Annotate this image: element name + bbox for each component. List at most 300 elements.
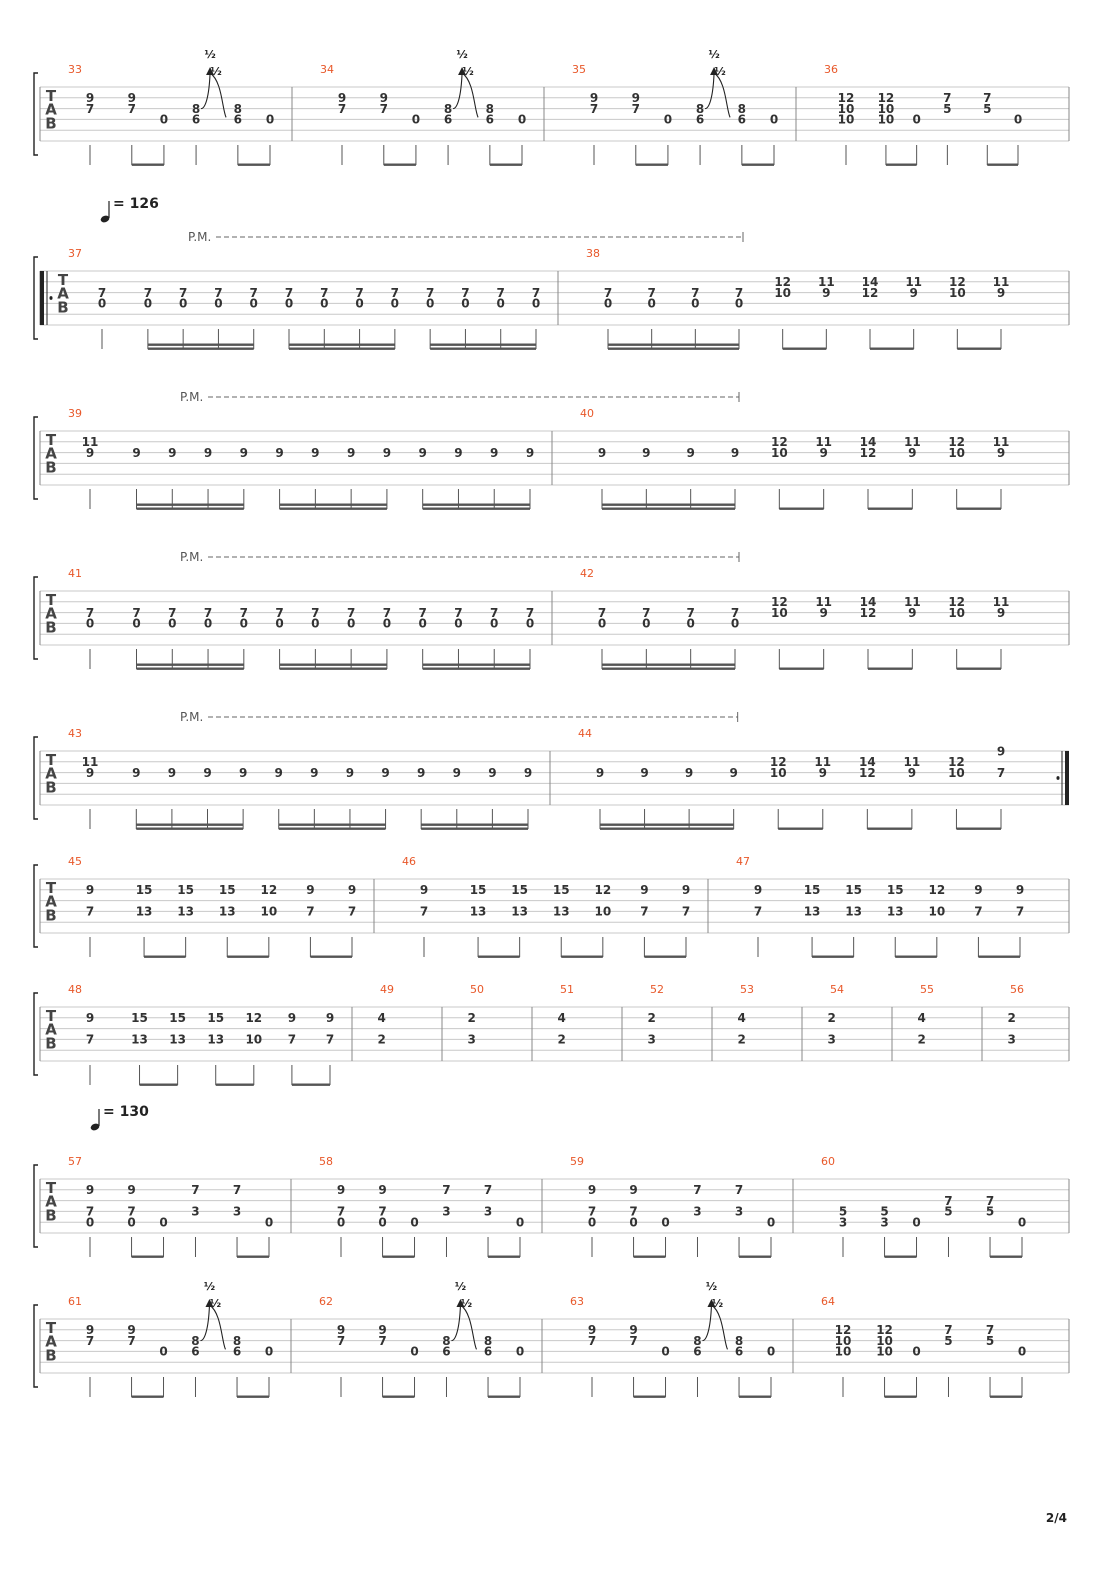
fret-number: 7 [425, 285, 435, 300]
fret-number: 9 [996, 605, 1006, 620]
fret-number: 9 [1015, 883, 1025, 898]
beam-secondary [602, 504, 735, 506]
fret-number: 0 [410, 1215, 419, 1230]
beam-secondary [421, 824, 528, 826]
fret-number: 7 [178, 285, 188, 300]
fret-number: 0 [355, 296, 364, 311]
fret-number: 8 [734, 1333, 744, 1348]
fret-number: 5 [985, 1204, 995, 1219]
fret-number: 9 [418, 445, 427, 460]
bar-number: 56 [1010, 983, 1024, 996]
fret-number: 2 [467, 1011, 476, 1026]
fret-number: 7 [629, 1333, 638, 1348]
fret-number: 9 [909, 285, 918, 300]
fret-number: 0 [390, 296, 400, 311]
beam [216, 1084, 254, 1086]
fret-number: 13 [803, 904, 821, 919]
tempo-marking: = 130 [103, 1104, 149, 1120]
staff-system [34, 1104, 1069, 1258]
fret-number: 12 [770, 595, 788, 610]
tab-clef-letter: A [45, 1192, 57, 1211]
measure [68, 247, 540, 350]
bar-number: 50 [470, 983, 484, 996]
fret-number: 12 [245, 1011, 263, 1026]
fret-number: 14 [859, 595, 877, 610]
measure [468, 983, 484, 1047]
beam [132, 1396, 164, 1398]
bar-number: 52 [650, 983, 664, 996]
fret-number: 12 [837, 91, 855, 106]
fret-number: 9 [908, 445, 917, 460]
fret-number: 15 [803, 883, 821, 898]
fret-number: 9 [640, 883, 649, 898]
fret-number: 7 [587, 1333, 597, 1348]
fret-number: 15 [469, 883, 487, 898]
fret-number: 7 [85, 1204, 95, 1219]
tab-clef-letter: A [57, 284, 69, 303]
tab-clef-letter: A [45, 604, 57, 623]
fret-number: 9 [203, 765, 212, 780]
beam [895, 956, 937, 958]
staff-system [34, 550, 1069, 670]
fret-number: 9 [378, 1183, 387, 1198]
beam-secondary [280, 664, 387, 666]
fret-number: 0 [461, 296, 470, 311]
fret-number: 12 [948, 755, 965, 770]
fret-number: 11 [815, 435, 833, 450]
fret-number: 11 [992, 435, 1010, 450]
system-bracket [34, 417, 38, 499]
fret-number: 0 [159, 112, 169, 127]
fret-number: 12 [948, 435, 966, 450]
fret-number: 0 [597, 616, 607, 631]
fret-number: 6 [485, 112, 495, 127]
fret-number: 7 [346, 605, 356, 620]
fret-number: 2 [917, 1032, 926, 1047]
beam [144, 956, 186, 958]
fret-number: 10 [876, 1333, 893, 1348]
fret-number: 3 [483, 1204, 493, 1219]
fret-number: 13 [218, 904, 236, 919]
fret-number: 4 [557, 1011, 566, 1026]
bar-number: 41 [68, 567, 82, 580]
tab-clef-letter: T [45, 878, 57, 897]
fret-number: 2 [557, 1032, 566, 1047]
bar-number: 45 [68, 855, 82, 868]
measure [68, 407, 534, 510]
fret-number: 7 [325, 1032, 335, 1047]
fret-number: 10 [260, 904, 278, 919]
fret-number: 9 [132, 445, 141, 460]
fret-number: 9 [85, 1183, 95, 1198]
fret-number: 0 [382, 616, 392, 631]
fret-number: 8 [485, 101, 495, 116]
fret-number: 0 [661, 1215, 670, 1230]
fret-number: 6 [191, 112, 201, 127]
measure [570, 1280, 775, 1398]
bar-number: 64 [821, 1295, 835, 1308]
fret-number: 12 [877, 91, 895, 106]
bend-curve [705, 73, 714, 109]
fret-number: 0 [85, 1215, 95, 1230]
fret-number: 7 [681, 904, 691, 919]
tab-clef-letter: A [45, 1020, 57, 1039]
bar-number: 60 [821, 1155, 835, 1168]
beam-secondary [602, 664, 735, 666]
fret-number: 15 [552, 883, 570, 898]
beam [132, 1256, 164, 1258]
fret-number: 0 [734, 296, 744, 311]
fret-number: 10 [245, 1032, 263, 1047]
measure [402, 855, 690, 958]
fret-number: 0 [603, 296, 613, 311]
fret-number: 9 [974, 883, 983, 898]
bar-number: 43 [68, 727, 82, 740]
fret-number: 15 [886, 883, 904, 898]
tab-clef-letter: B [45, 1346, 57, 1365]
beam [421, 828, 528, 830]
fret-number: 9 [490, 445, 499, 460]
fret-number: 3 [827, 1032, 836, 1047]
fret-number: 4 [737, 1011, 746, 1026]
fret-number: 9 [996, 445, 1006, 460]
fret-number: 0 [663, 112, 673, 127]
beam [636, 164, 668, 166]
fret-number: 12 [948, 595, 966, 610]
beam [990, 1256, 1022, 1258]
beam [383, 1396, 415, 1398]
fret-number: 7 [306, 904, 315, 919]
fret-number: 7 [168, 605, 177, 620]
fret-number: 12 [774, 275, 792, 290]
fret-number: 3 [838, 1215, 848, 1230]
tab-clef-letter: B [57, 298, 69, 317]
fret-number: 7 [191, 1183, 200, 1198]
fret-number: 9 [347, 883, 357, 898]
staff-system [34, 710, 1069, 830]
bend-curve [201, 73, 210, 109]
fret-number: 13 [469, 904, 487, 919]
fret-number: 0 [264, 1215, 274, 1230]
fret-number: 9 [587, 1323, 597, 1338]
staff-system [34, 196, 1069, 350]
fret-number: 7 [943, 91, 952, 106]
tab-clef-letter: T [45, 750, 57, 769]
fret-number: 5 [943, 101, 952, 116]
fret-number: 0 [410, 1344, 419, 1359]
fret-number: 7 [589, 101, 599, 116]
beam [978, 956, 1020, 958]
beam [608, 348, 739, 350]
beam [310, 956, 352, 958]
bar-number: 36 [824, 63, 838, 76]
fret-number: 8 [232, 1333, 242, 1348]
beam-secondary [600, 824, 734, 826]
fret-number: 0 [411, 112, 421, 127]
fret-number: 11 [81, 435, 99, 450]
fret-number: 0 [418, 616, 427, 631]
system-bracket [34, 73, 38, 155]
fret-number: 0 [264, 1344, 274, 1359]
measure [648, 983, 664, 1047]
fret-number: 9 [311, 445, 320, 460]
fret-number: 11 [905, 275, 923, 290]
fret-number: 7 [693, 1183, 702, 1198]
fret-number: 8 [443, 101, 453, 116]
fret-number: 7 [239, 605, 249, 620]
fret-number: 7 [378, 1204, 387, 1219]
fret-number: 7 [490, 605, 499, 620]
tab-clef-letter: B [45, 458, 57, 477]
bend-release-amount: ½ [209, 1297, 222, 1310]
fret-number: 11 [903, 755, 921, 770]
fret-number: 7 [347, 904, 357, 919]
fret-number: 0 [178, 296, 188, 311]
fret-number: 8 [737, 101, 747, 116]
bar-number: 48 [68, 983, 82, 996]
fret-number: 7 [531, 285, 541, 300]
fret-number: 7 [686, 605, 695, 620]
measure [320, 48, 526, 166]
fret-number: 6 [443, 112, 453, 127]
fret-number: 7 [336, 1333, 346, 1348]
fret-number: 10 [594, 904, 612, 919]
fret-number: 0 [265, 112, 275, 127]
fret-number: 7 [730, 605, 740, 620]
bar-number: 61 [68, 1295, 82, 1308]
fret-number: 0 [239, 616, 249, 631]
beam [812, 956, 854, 958]
beam [602, 668, 735, 670]
fret-number: 12 [858, 765, 876, 780]
tab-clef-letter: A [45, 892, 57, 911]
fret-number: 9 [336, 1183, 346, 1198]
bar-number: 42 [580, 567, 594, 580]
fret-number: 7 [442, 1183, 451, 1198]
fret-number: 6 [737, 112, 747, 127]
tab-clef-letter: A [45, 764, 57, 783]
measure [580, 567, 1009, 670]
fret-number: 9 [730, 445, 740, 460]
fret-number: 7 [734, 285, 744, 300]
beam-secondary [608, 344, 739, 346]
fret-number: 7 [232, 1183, 242, 1198]
beam [227, 956, 269, 958]
fret-number: 7 [631, 101, 640, 116]
fret-number: 9 [996, 285, 1006, 300]
fret-number: 9 [85, 765, 95, 780]
fret-number: 9 [419, 883, 429, 898]
palm-mute-label: P.M. [188, 230, 212, 244]
palm-mute-label: P.M. [180, 710, 204, 724]
fret-number: 13 [207, 1032, 225, 1047]
fret-number: 5 [944, 1333, 953, 1348]
system-bracket [34, 1165, 38, 1247]
fret-number: 10 [948, 605, 966, 620]
beam [280, 668, 387, 670]
measure [821, 1155, 1026, 1258]
fret-number: 4 [917, 1011, 926, 1026]
fret-number: 0 [127, 1215, 136, 1230]
fret-number: 0 [515, 1344, 525, 1359]
beam [957, 668, 1001, 670]
fret-number: 3 [191, 1204, 200, 1219]
fret-number: 9 [310, 765, 319, 780]
tab-clef-letter: T [45, 430, 57, 449]
fret-number: 3 [232, 1204, 242, 1219]
fret-number: 7 [275, 605, 284, 620]
repeat-end-thick-bar [1065, 751, 1069, 805]
measure [824, 63, 1022, 166]
fret-number: 6 [693, 1344, 702, 1359]
fret-number: 12 [260, 883, 278, 898]
fret-number: 9 [642, 445, 651, 460]
fret-number: 9 [203, 445, 213, 460]
fret-number: 6 [695, 112, 705, 127]
measure [319, 1280, 524, 1398]
fret-number: 9 [345, 765, 355, 780]
fret-number: 7 [127, 1333, 136, 1348]
fret-number: 0 [912, 1344, 921, 1359]
fret-number: 9 [275, 445, 284, 460]
fret-number: 9 [525, 445, 535, 460]
fret-number: 15 [218, 883, 236, 898]
fret-number: 9 [85, 91, 95, 106]
bar-number: 44 [578, 727, 592, 740]
beam-secondary [137, 664, 244, 666]
fret-number: 7 [983, 91, 992, 106]
bend-curve [453, 73, 462, 109]
bar-number: 37 [68, 247, 82, 260]
fret-number: 3 [1007, 1032, 1016, 1047]
fret-number: 0 [490, 616, 499, 631]
fret-number: 0 [97, 296, 107, 311]
fret-number: 0 [496, 296, 505, 311]
beam [885, 1256, 917, 1258]
fret-number: 15 [511, 883, 529, 898]
fret-number: 0 [629, 1215, 638, 1230]
fret-number: 9 [454, 445, 463, 460]
fret-number: 3 [734, 1204, 744, 1219]
bar-number: 63 [570, 1295, 584, 1308]
fret-number: 7 [597, 605, 607, 620]
measure [580, 407, 1009, 510]
fret-number: 10 [769, 765, 787, 780]
bar-number: 54 [830, 983, 844, 996]
fret-number: 3 [442, 1204, 451, 1219]
fret-number: 6 [233, 112, 243, 127]
measure [68, 727, 532, 830]
fret-number: 9 [85, 445, 95, 460]
fret-number: 9 [640, 765, 649, 780]
fret-number: 9 [379, 91, 388, 106]
beam-secondary [280, 504, 387, 506]
fret-number: 9 [337, 91, 347, 106]
beam [237, 1396, 269, 1398]
fret-number: 0 [203, 616, 213, 631]
fret-number: 10 [770, 605, 788, 620]
beam [488, 1396, 520, 1398]
fret-number: 8 [191, 101, 201, 116]
fret-number: 9 [287, 1011, 297, 1026]
fret-number: 0 [515, 1215, 525, 1230]
fret-number: 7 [629, 1204, 638, 1219]
measure [1008, 983, 1024, 1047]
fret-number: 13 [886, 904, 904, 919]
beam [644, 956, 686, 958]
fret-number: 7 [985, 1323, 995, 1338]
bar-number: 35 [572, 63, 586, 76]
bar-number: 58 [319, 1155, 333, 1168]
bend-curve [702, 1305, 711, 1341]
beam [885, 1396, 917, 1398]
fret-number: 3 [880, 1215, 889, 1230]
beam [137, 508, 244, 510]
fret-number: 0 [168, 616, 177, 631]
fret-number: 9 [681, 883, 691, 898]
fret-number: 12 [876, 1323, 893, 1338]
measure [378, 983, 394, 1047]
bend-release-curve [210, 73, 226, 117]
bar-number: 51 [560, 983, 574, 996]
fret-number: 7 [85, 1333, 95, 1348]
tab-clef-letter: B [45, 114, 57, 133]
measure [570, 1155, 775, 1258]
beam-secondary [423, 504, 530, 506]
repeat-start-thick-bar [40, 271, 44, 325]
repeat-dot [1057, 777, 1060, 780]
fret-number: 12 [861, 285, 879, 300]
tab-clef-letter: T [45, 86, 57, 105]
fret-number: 7 [379, 101, 388, 116]
fret-number: 7 [132, 605, 141, 620]
beam [742, 164, 774, 166]
fret-number: 11 [814, 755, 832, 770]
fret-number: 0 [454, 616, 463, 631]
bend-amount: ½ [708, 48, 720, 61]
fret-number: 9 [595, 765, 605, 780]
fret-number: 9 [819, 605, 828, 620]
measure [68, 855, 356, 958]
fret-number: 9 [382, 445, 392, 460]
tab-clef-letter: T [45, 1318, 57, 1337]
beam [136, 828, 243, 830]
beam [237, 1256, 269, 1258]
fret-number: 2 [377, 1032, 386, 1047]
fret-number: 0 [766, 1215, 776, 1230]
fret-number: 7 [336, 1204, 346, 1219]
measure [68, 1280, 273, 1398]
fret-number: 12 [928, 883, 946, 898]
fret-number: 5 [983, 101, 992, 116]
tab-clef-letter: T [45, 590, 57, 609]
fret-number: 6 [483, 1344, 493, 1359]
fret-number: 10 [834, 1344, 852, 1359]
bend-curve [451, 1305, 460, 1341]
fret-number: 10 [877, 101, 895, 116]
fret-number: 0 [587, 1215, 597, 1230]
fret-number: 13 [135, 904, 153, 919]
fret-number: 0 [249, 296, 258, 311]
tab-clef-letter: B [45, 778, 57, 797]
fret-number: 10 [948, 765, 965, 780]
fret-number: 12 [769, 755, 787, 770]
fret-number: 0 [730, 616, 740, 631]
fret-number: 7 [587, 1204, 597, 1219]
fret-number: 9 [239, 445, 249, 460]
fret-number: 9 [822, 285, 831, 300]
fret-number: 10 [837, 112, 855, 127]
